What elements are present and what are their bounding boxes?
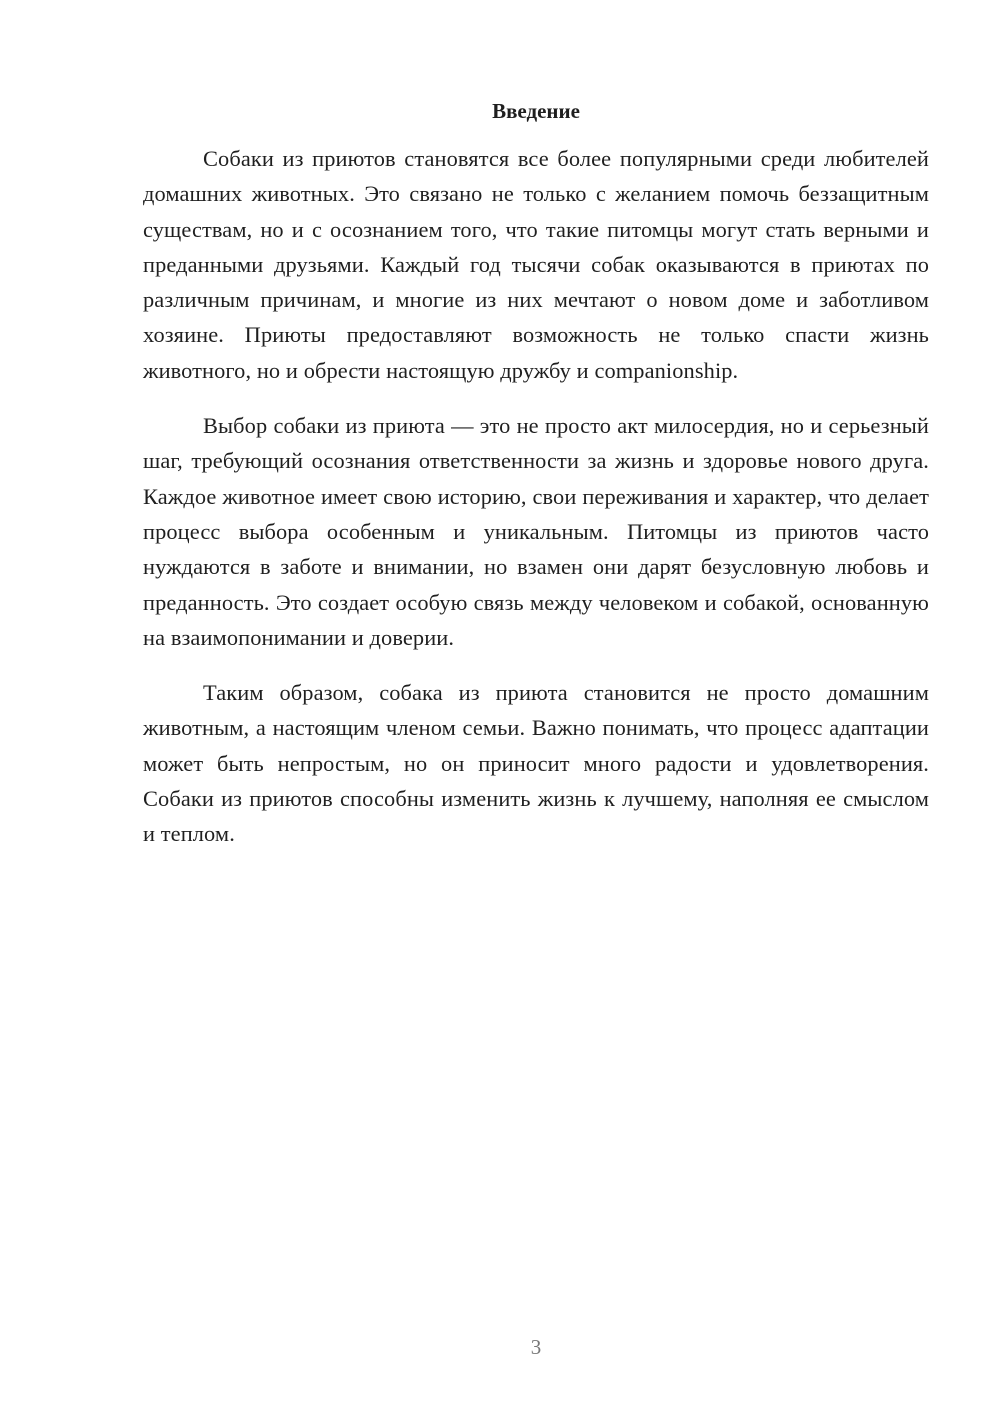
body-text [143,141,929,872]
paragraph-1: Собаки из приютов становятся все более популярными среди любителей домашних животных. Это связано не только с желанием помочь беззащитным существам, но и с осознанием того, что такие питомцы могут стать верными и преданными друзьями. Каждый год тысячи собак оказываются в приютах по различным причинам, и многие из них мечтают о новом доме и заботливом хозяине. Приюты предоставляют возможность не только спасти жизнь животного, но и обрести настоящую дружбу и companionship. [143,146,929,383]
page-number: 3 [530,1335,542,1359]
paragraph-3: Таким образом, собака из приюта становится не просто домашним животным, а настоящим членом семьи. Важно понимать, что процесс адаптации может быть непростым, но он приносит много радости и удовлетворения. Собаки из приютов способны изменить жизнь к лучшему, наполняя ее смыслом и теплом. [143,680,929,847]
paragraph-2: Выбор собаки из приюта — это не просто акт милосердия, но и серьезный шаг, требующий осознания ответственности за жизнь и здоровье нового друга. Каждое животное имеет свою историю, свои переживания и характер, что делает процесс выбора особенным и уникальным. Питомцы из приютов часто нуждаются в заботе и внимании, но взамен они дарят безусловную любовь и преданность. Это создает особую связь между человеком и собакой, основанную на взаимопонимании и доверии. [143,413,929,650]
section-heading: Введение [492,99,580,123]
